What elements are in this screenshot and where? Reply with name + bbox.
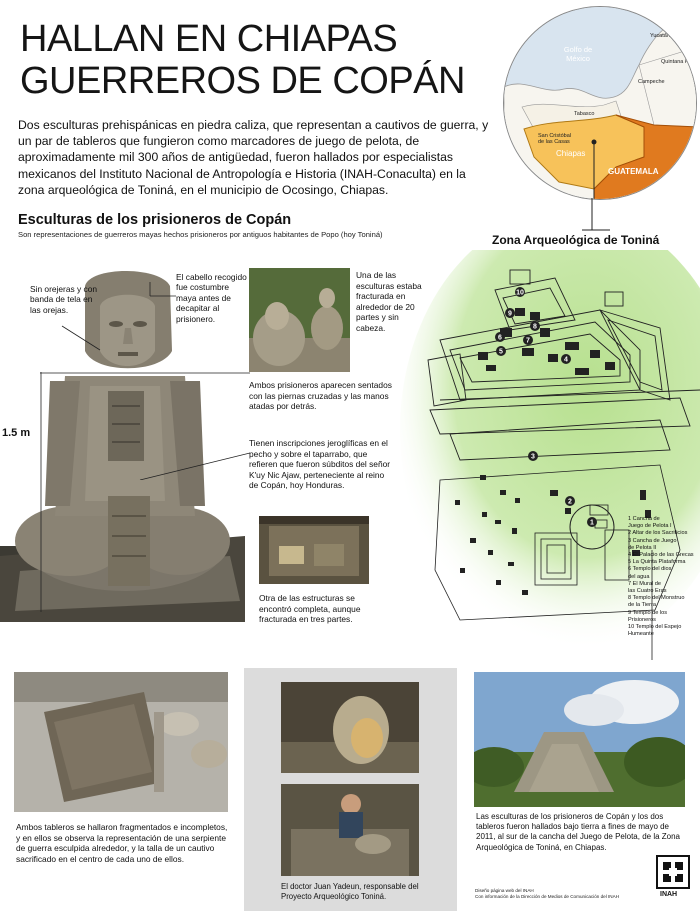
legend-line: del agua — [628, 573, 650, 580]
legend-line: 7 El Mural de — [628, 580, 661, 587]
credit-line-1: Diseño página web del INAH — [475, 888, 534, 893]
note-hair: El cabello recogido fue costumbre maya antes de decapitar al prisionero. — [176, 272, 247, 324]
legend-line: 10 Templo del Espejo — [628, 624, 682, 631]
credit-line-2: Con información de la Dirección de Medios de Comunicación del INAH — [475, 894, 620, 899]
photo-carved-head — [281, 682, 419, 773]
photo-other-structure — [259, 516, 369, 584]
site-map-legend — [628, 516, 700, 638]
legend-line: Juego de Pelota I — [628, 523, 672, 530]
svg-text:9: 9 — [508, 310, 512, 318]
label-chiapas: Chiapas — [556, 149, 586, 158]
legend-line: 3 Cancha de Juego — [628, 537, 677, 544]
photo-fractured-sculptures — [249, 268, 350, 372]
regional-map — [503, 6, 697, 200]
legend-line: 4 El Palacio de las Grecas — [628, 552, 694, 559]
label-gulf: Golfo de México — [563, 45, 593, 63]
legend-line: 6 Templo del dios — [628, 566, 672, 573]
caption-found: Las esculturas de los prisioneros de Copán y los dos tableros fueron hallados bajo tierra a fines de mayo de 2011, al sur de la cancha del Juego de Pelota, de la Zona Arqueológica de Toniná, en Chiapas. — [476, 812, 680, 852]
svg-text:3: 3 — [531, 453, 535, 461]
credits — [475, 888, 619, 900]
intro-paragraph: Dos esculturas prehispánicas en piedra caliza, que representan a cautivos de guerra, y un par de tableros que fungieron como marcadores de juego de pelota, de aproximadamente mil 300 años de antigüedad, fueron hallados por especialistas mexicanos del Instituto Nacional de Antropología e Historia (INAH-Conaculta) en la zona arqueológica de Toniná, en el municipio de Ocosingo, Chiapas. — [18, 118, 489, 197]
height-ruler — [38, 372, 44, 612]
photo-tonina-pyramid — [474, 672, 685, 807]
svg-text:4: 4 — [564, 356, 568, 364]
caption-inscriptions: Tienen inscripciones jeroglíficas en el pecho y sobre el taparrabo, que refieren que fueron súbditos del señor K'uy Nic Ajaw, perteneciente al reino de Copán, hoy Honduras. — [249, 438, 391, 491]
legend-line: las Cuatro Eras — [628, 588, 667, 595]
label-quintana: Quintana Roo — [661, 59, 695, 65]
inah-logo-icon — [653, 852, 693, 892]
site-map-title: Zona Arqueológica de Toniná — [492, 233, 660, 247]
legend-line: Humeante — [628, 631, 654, 638]
legend-line: 8 Templo del Monstruo — [628, 595, 685, 602]
title-line-1: HALLAN EN CHIAPAS — [20, 18, 398, 60]
label-tabasco: Tabasco — [574, 111, 595, 117]
legend-line: de Pelota II — [628, 544, 657, 551]
legend-line: 1 Cancha de — [628, 516, 660, 522]
caption-other: Otra de las estructuras se encontró completa, aunque fracturada en tres partes. — [259, 593, 361, 625]
label-guatemala: GUATEMALA — [608, 167, 659, 176]
inah-logo-text: INAH — [660, 891, 678, 898]
svg-text:2: 2 — [568, 498, 572, 506]
svg-text:7: 7 — [526, 337, 530, 345]
photo-tableros — [14, 672, 228, 812]
section-title: Esculturas de los prisioneros de Copán — [18, 212, 292, 228]
title-line-2: GUERREROS DE COPÁN — [20, 60, 465, 102]
legend-line: 2 Altar de los Sacrificios — [628, 530, 688, 537]
label-campeche: Campeche — [638, 79, 665, 85]
legend-line: Prisioneros — [628, 616, 656, 623]
caption-tableros: Ambos tableros se hallaron fragmentados e incompletos, y en ellos se observa la representación de una serpiente de guerra esculpida alrededor, y la talla de un cautivo sacrificado en el centro de cada uno de ellos. — [16, 822, 228, 864]
page-title — [20, 18, 500, 102]
svg-text:6: 6 — [498, 334, 502, 342]
inset-pointer — [582, 198, 612, 234]
svg-text:10: 10 — [516, 289, 524, 297]
svg-text:5: 5 — [499, 348, 503, 356]
caption-yadeun: El doctor Juan Yadeun, responsable del Proyecto Arqueológico Toniná. — [281, 882, 419, 901]
label-san-cristobal: San Cristóbal de las Casas — [538, 133, 572, 145]
caption-fractured: Una de las esculturas estaba fracturada en alrededor de 20 partes y sin cabeza. — [356, 270, 422, 333]
label-yucatan: Yucatán — [650, 33, 670, 39]
legend-line: 5 La Quinta Plataforma — [628, 559, 686, 566]
note-head: Sin orejeras y con banda de tela en las orejas. — [30, 284, 98, 315]
svg-text:8: 8 — [533, 323, 537, 331]
legend-line: de la Tierra — [628, 602, 656, 609]
caption-seated: Ambos prisioneros aparecen sentados con las piernas cruzadas y las manos atadas por detrás. — [249, 380, 392, 412]
svg-text:1: 1 — [590, 519, 594, 527]
statue-height: 1.5 m — [2, 427, 31, 439]
legend-line: 9 Templo de los — [628, 609, 668, 616]
section-subtitle: Son representaciones de guerreros mayas hechos prisioneros por antiguos habitantes de Popo (hoy Toniná) — [18, 230, 383, 239]
photo-yadeun — [281, 784, 419, 876]
